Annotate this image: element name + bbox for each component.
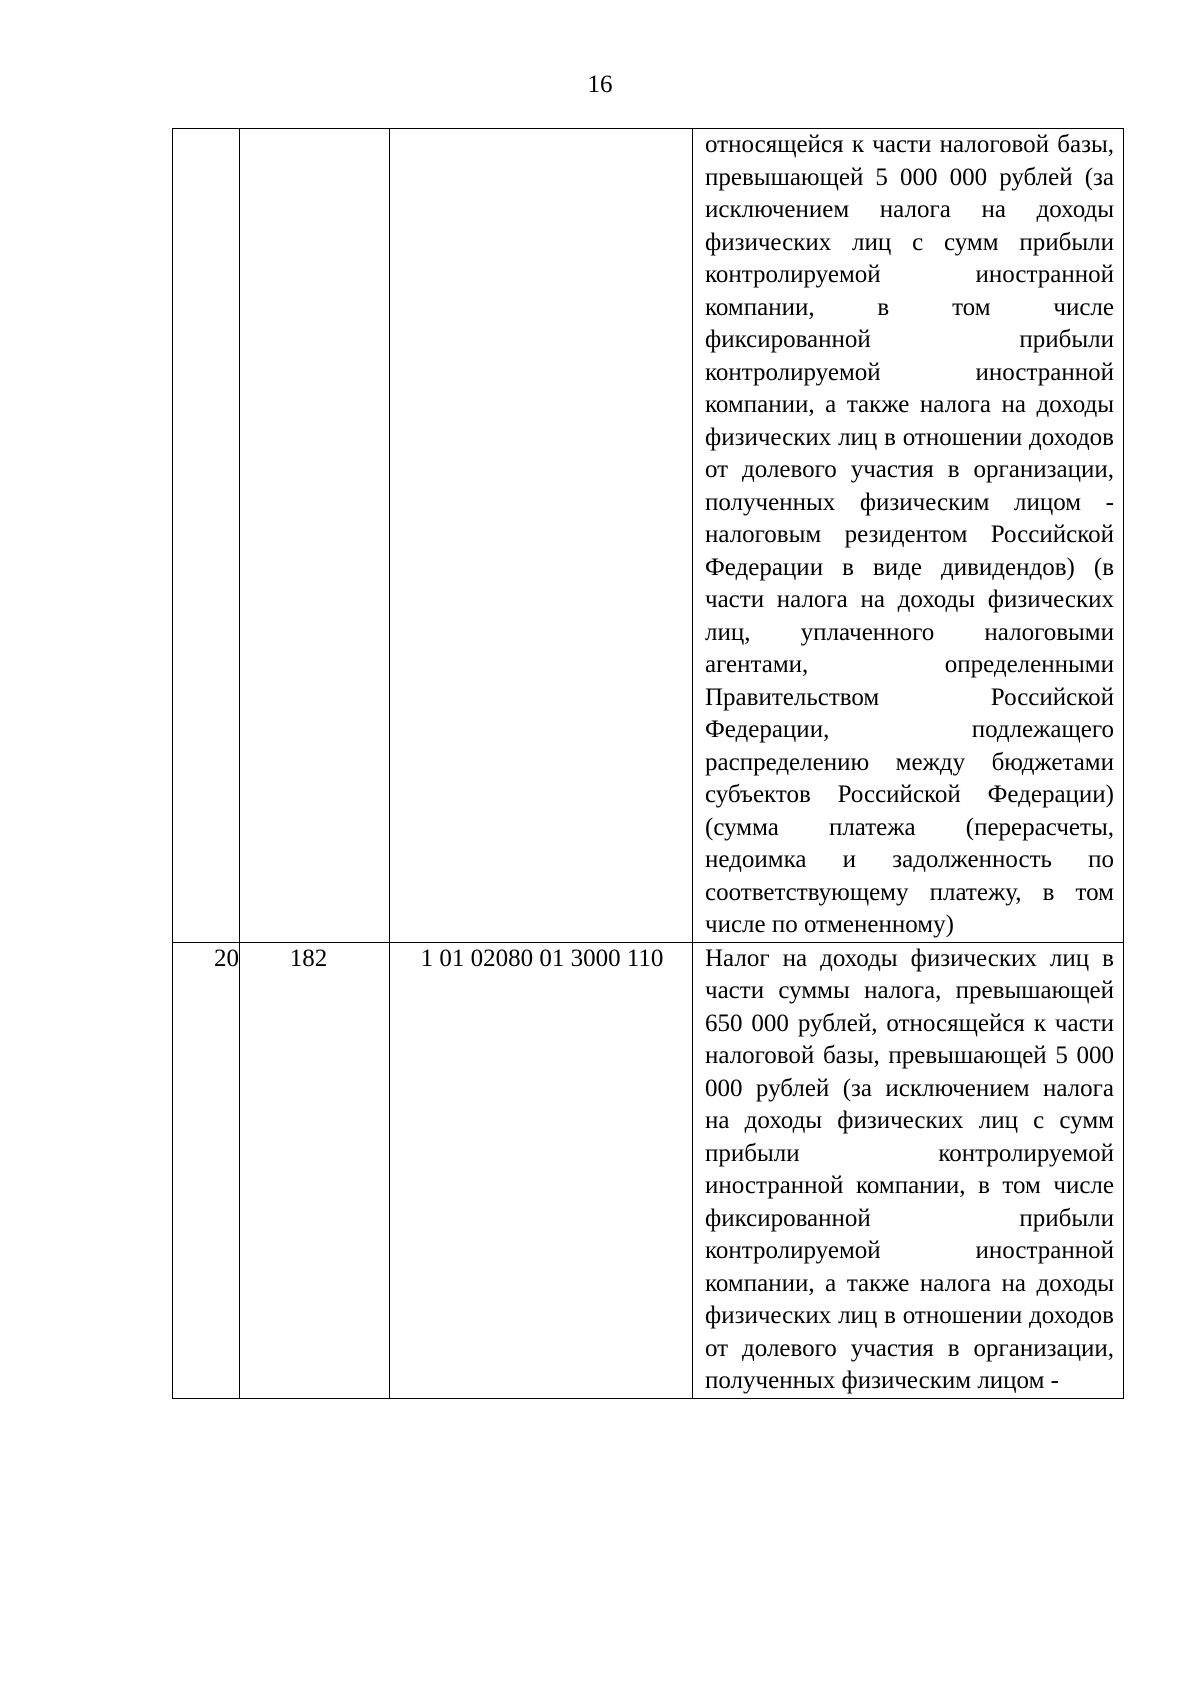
kbk-code-cell (390, 942, 693, 1398)
table-row-20 (173, 942, 1124, 1398)
kbk-code: 1 01 02080 01 3000 110 (420, 944, 664, 972)
description-text: Налог на доходы физических лиц в части суммы налога, превышающей 650 000 рублей, относящейся к части налоговой базы, превышающей 5 000 000 рублей (за исключением налога на доходы физических лиц с сумм прибыли контролируемой иностранной компании, в том числе фиксированной прибыли контролируемой иностранной компании, а также налога на доходы физических лиц в отношении доходов от долевого участия в организации, полученных физическим лицом - (705, 944, 1114, 1394)
page-number: 16 (587, 71, 613, 98)
admin-code-cell (240, 942, 390, 1398)
row-number-cell (173, 942, 240, 1398)
table-row-continued (173, 129, 1124, 943)
kbk-code-cell (390, 129, 693, 943)
row-number-cell (173, 129, 240, 943)
admin-code-cell (240, 129, 390, 943)
admin-code: 182 (289, 944, 328, 972)
budget-codes-table (172, 128, 1124, 1399)
description-cell (693, 942, 1124, 1398)
description-text: относящейся к части налоговой базы, превышающей 5 000 000 рублей (за исключением налога на доходы физических лиц с сумм прибыли контролируемой иностранной компании, в том числе фиксированной прибыли контролируемой иностранной компании, а также налога на доходы физических лиц в отношении доходов от долевого участия в организации, полученных физическим лицом - налоговым резидентом Российской Федерации в виде дивидендов) (в части налога на доходы физических лиц, уплаченного налоговыми агентами, определенными Правительством Российской Федерации, подлежащего распределению между бюджетами субъектов Российской Федерации) (сумма платежа (перерасчеты, недоимка и задолженность по соответствующему платежу, в том числе по отмененному) (705, 131, 1114, 938)
description-cell (693, 129, 1124, 943)
row-number: 20 (214, 944, 239, 972)
